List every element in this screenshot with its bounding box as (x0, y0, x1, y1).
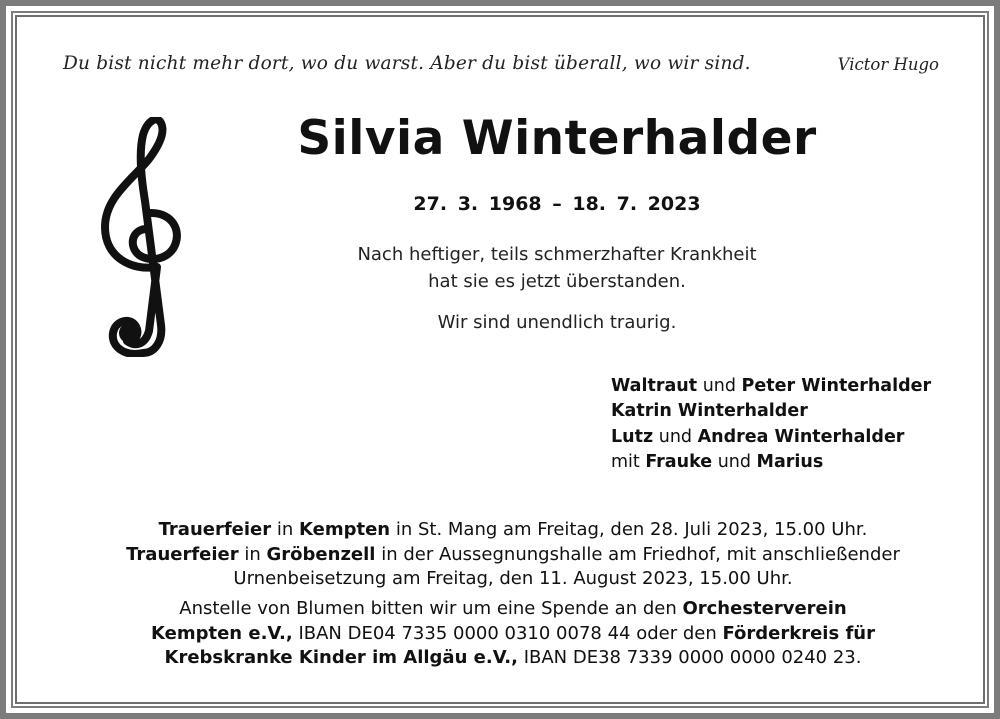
family-name: Katrin Winterhalder (611, 400, 808, 421)
ceremony-line-3: Urnenbeisetzung am Freitag, den 11. August 2023, 15.00 Uhr. (233, 568, 793, 589)
quote-text: Du bist nicht mehr dort, wo du warst. Aber du bist überall, wo wir sind. (63, 53, 751, 74)
text-fragment: in St. Mang am Freitag, den 28. Juli 2023, 15.00 Uhr. (390, 519, 868, 540)
preposition: mit (611, 451, 646, 472)
quote-author: Victor Hugo (837, 55, 939, 74)
charity-name: Orchesterverein (682, 598, 847, 619)
text-fragment: in (271, 519, 300, 540)
illness-line-1: Nach heftiger, teils schmerzhafter Krankheit (357, 244, 757, 265)
donation-line-3 (57, 646, 969, 671)
family-name: Waltraut (611, 376, 698, 396)
ceremony-label: Trauerfeier (158, 519, 272, 540)
family-name: Frauke (645, 451, 713, 472)
conjunction: und (712, 451, 757, 472)
treble-clef-icon (91, 117, 181, 357)
ceremony-line-1 (57, 518, 969, 543)
text-fragment: Anstelle von Blumen bitten wir um eine Spende an den (179, 598, 683, 619)
text-fragment: in der Aussegnungshalle am Friedhof, mit anschließender (375, 543, 900, 565)
family-line-4 (611, 450, 931, 475)
deceased-name: Silvia Winterhalder (297, 111, 817, 166)
family-list (611, 374, 931, 474)
text-fragment: IBAN DE04 7335 0000 0310 0078 44 oder den (292, 622, 723, 644)
family-name: Peter Winterhalder (741, 376, 932, 396)
illness-text (277, 241, 837, 295)
family-name: Marius (756, 451, 824, 472)
ceremony-place: Kempten (299, 519, 391, 540)
obituary-card (15, 15, 985, 704)
family-name: Andrea Winterhalder (697, 427, 905, 447)
text-fragment: IBAN DE38 7339 0000 0000 0240 23. (517, 647, 862, 668)
grief-text: Wir sind unendlich traurig. (437, 312, 677, 333)
charity-name: Kempten e.V., (151, 622, 293, 644)
ceremony-line-2 (57, 543, 969, 568)
family-line-2 (611, 399, 931, 424)
family-line-3 (611, 425, 931, 450)
frame-inner (6, 6, 994, 713)
conjunction: und (653, 427, 698, 447)
text-fragment: in (238, 543, 267, 565)
charity-name: Förderkreis für (722, 622, 875, 644)
family-name: Lutz (611, 427, 654, 447)
illness-line-2: hat sie es jetzt überstanden. (428, 271, 686, 292)
life-dates: 27. 3. 1968 – 18. 7. 2023 (413, 193, 701, 215)
ceremony-label: Trauerfeier (126, 543, 239, 565)
conjunction: und (697, 376, 742, 396)
charity-name: Krebskranke Kinder im Allgäu e.V., (164, 647, 518, 668)
family-line-1 (611, 374, 931, 399)
ceremony-notice (57, 518, 969, 592)
donation-notice (57, 597, 969, 671)
ceremony-place: Gröbenzell (266, 543, 376, 565)
donation-line-1 (57, 597, 969, 622)
donation-line-2 (57, 622, 969, 647)
